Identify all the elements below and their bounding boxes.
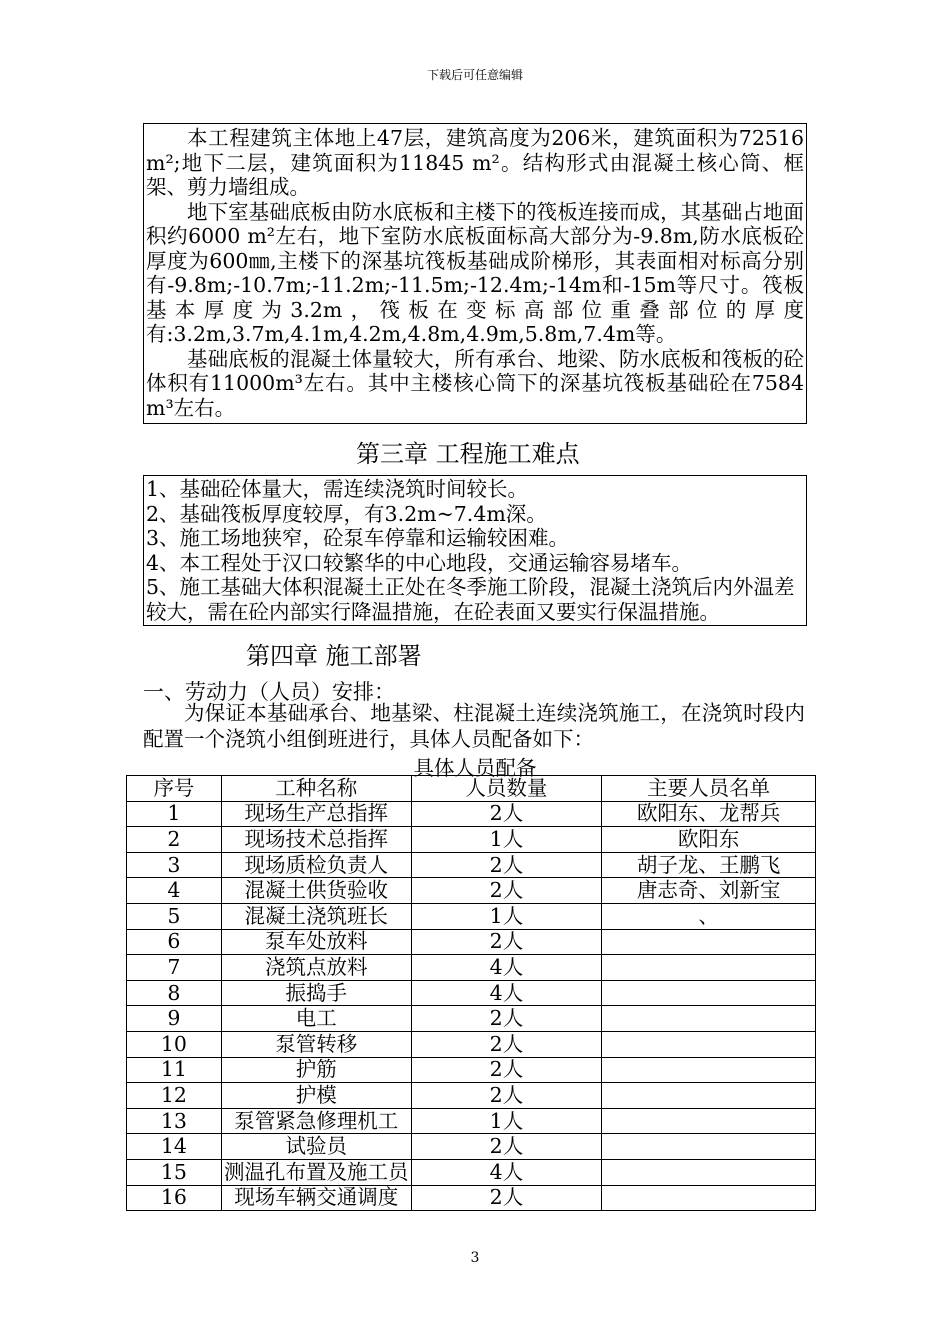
table-cell	[602, 1057, 816, 1083]
header-cell: 序号	[127, 776, 222, 802]
table-cell: 15	[127, 1159, 222, 1185]
table-cell: 欧阳东、龙帮兵	[602, 801, 816, 827]
table-row	[127, 878, 816, 904]
table-cell: 泵车处放料	[221, 929, 411, 955]
table-cell: 电工	[221, 1006, 411, 1032]
table-row	[127, 827, 816, 853]
table-row	[127, 980, 816, 1006]
table-cell: 13	[127, 1108, 222, 1134]
table-cell: 混凝土供货验收	[221, 878, 411, 904]
table-cell	[602, 1185, 816, 1211]
table-cell: 7	[127, 955, 222, 981]
table-cell: 6	[127, 929, 222, 955]
table-row	[127, 1185, 816, 1211]
table-cell	[602, 955, 816, 981]
table-cell: 5	[127, 903, 222, 929]
table-cell: 混凝土浇筑班长	[221, 903, 411, 929]
table-row	[127, 929, 816, 955]
header-cell: 主要人员名单	[602, 776, 816, 802]
table-cell: 1人	[411, 1108, 602, 1134]
table-caption: 具体人员配备	[413, 756, 537, 780]
table-row	[127, 1083, 816, 1109]
table-row	[127, 1057, 816, 1083]
table-cell: 试验员	[221, 1134, 411, 1160]
table-cell: 12	[127, 1083, 222, 1109]
table-cell: 护筋	[221, 1057, 411, 1083]
table-cell	[602, 1083, 816, 1109]
staffing-table	[126, 775, 816, 1211]
table-cell: 2	[127, 827, 222, 853]
project-overview-box	[143, 123, 807, 424]
table-row	[127, 852, 816, 878]
table-cell: 1人	[411, 903, 602, 929]
table-cell: 泵管紧急修理机工	[221, 1108, 411, 1134]
table-cell: 9	[127, 1006, 222, 1032]
table-cell: 欧阳东	[602, 827, 816, 853]
table-cell	[602, 1159, 816, 1185]
table-row	[127, 1108, 816, 1134]
table-cell: 2人	[411, 1134, 602, 1160]
chapter4-title: 第四章 施工部署	[246, 642, 422, 670]
difficulty-item: 4、本工程处于汉口较繁华的中心地段，交通运输容易堵车。	[146, 550, 693, 575]
table-cell: 10	[127, 1031, 222, 1057]
table-cell: 4人	[411, 1159, 602, 1185]
table-cell: 2人	[411, 1006, 602, 1032]
table-cell	[602, 1031, 816, 1057]
table-cell: 唐志奇、刘新宝	[602, 878, 816, 904]
table-cell: 浇筑点放料	[221, 955, 411, 981]
table-cell: 振捣手	[221, 980, 411, 1006]
section1-heading: 一、劳动力（人员）安排：	[143, 680, 395, 704]
chapter3-title: 第三章 工程施工难点	[356, 440, 580, 468]
table-row	[127, 1134, 816, 1160]
difficulty-item: 2、基础筏板厚度较厚，有3.2m~7.4m深。	[146, 501, 547, 526]
page-header: 下载后可任意编辑	[426, 68, 523, 82]
table-cell: 4人	[411, 955, 602, 981]
table-row	[127, 1031, 816, 1057]
table-row	[127, 1006, 816, 1032]
table-cell: 、	[602, 903, 816, 929]
table-cell: 16	[127, 1185, 222, 1211]
difficulty-item: 1、基础砼体量大，需连续浇筑时间较长。	[146, 477, 529, 501]
difficulties-box	[143, 475, 807, 626]
table-cell: 护模	[221, 1083, 411, 1109]
table-cell: 1人	[411, 827, 602, 853]
table-cell: 1	[127, 801, 222, 827]
table-cell: 现场技术总指挥	[221, 827, 411, 853]
table-cell: 胡子龙、王鹏飞	[602, 852, 816, 878]
header-cell: 人员数量	[411, 776, 602, 802]
table-row	[127, 903, 816, 929]
table-cell: 2人	[411, 929, 602, 955]
table-cell: 2人	[411, 878, 602, 904]
table-row	[127, 801, 816, 827]
overview-paragraph-3: 基础底板的混凝土体量较大，所有承台、地梁、防水底板和筏板的砼体积有11000m³左右。其中主楼核心筒下的深基坑筏板基础砼在7584 m³左右。	[146, 346, 804, 420]
page-number: 3	[470, 1250, 480, 1266]
table-cell	[602, 1108, 816, 1134]
table-cell: 现场质检负责人	[221, 852, 411, 878]
table-cell: 泵管转移	[221, 1031, 411, 1057]
difficulty-item: 5、施工基础大体积混凝土正处在冬季施工阶段，混凝土浇筑后内外温差较大，需在砼内部实行降温措施，在砼表面又要实行保温措施。	[146, 575, 795, 624]
table-cell	[602, 980, 816, 1006]
table-cell: 2人	[411, 1057, 602, 1083]
table-cell: 2人	[411, 1083, 602, 1109]
overview-paragraph-1: 本工程建筑主体地上47层，建筑高度为206米，建筑面积为72516 m²;地下二层，建筑面积为11845 m²。结构形式由混凝土核心筒、框架、剪力墙组成。	[146, 126, 804, 199]
table-cell: 3	[127, 852, 222, 878]
table-cell: 4人	[411, 980, 602, 1006]
header-cell: 工种名称	[221, 776, 411, 802]
table-header-row	[127, 776, 816, 802]
table-cell: 测温孔布置及施工员	[221, 1159, 411, 1185]
table-cell: 2人	[411, 801, 602, 827]
table-cell: 11	[127, 1057, 222, 1083]
overview-paragraph-2: 地下室基础底板由防水底板和主楼下的筏板连接而成，其基础占地面积约6000 m²左右，地下室防水底板面标高大部分为-9.8m,防水底板砼厚度为600㎜,主楼下的深基坑筏板基础成阶梯形，其表面相对标高分别有-9.8m;-10.7m;-11.2m;-11.5m;-12.4m;-14m和-15m等尺寸。筏板基本厚度为3.2m，筏板在变标高部位重叠部位的厚度有:3.2m,3.7m,4.1m,4.2m,4.8m,4.9m,5.8m,7.4m等。	[146, 199, 804, 346]
table-cell: 2人	[411, 1185, 602, 1211]
table-cell: 14	[127, 1134, 222, 1160]
table-cell	[602, 1134, 816, 1160]
table-row	[127, 1159, 816, 1185]
table-cell: 4	[127, 878, 222, 904]
difficulty-item: 3、施工场地狭窄，砼泵车停靠和运输较困难。	[146, 526, 570, 550]
table-cell: 2人	[411, 1031, 602, 1057]
table-cell	[602, 929, 816, 955]
table-row	[127, 955, 816, 981]
table-cell: 8	[127, 980, 222, 1006]
table-cell: 现场生产总指挥	[221, 801, 411, 827]
table-cell: 现场车辆交通调度	[221, 1185, 411, 1211]
staffing-paragraph: 为保证本基础承台、地基梁、柱混凝土连续浇筑施工，在浇筑时段内配置一个浇筑小组倒班进行，具体人员配备如下：	[143, 701, 805, 751]
table-cell	[602, 1006, 816, 1032]
table-cell: 2人	[411, 852, 602, 878]
